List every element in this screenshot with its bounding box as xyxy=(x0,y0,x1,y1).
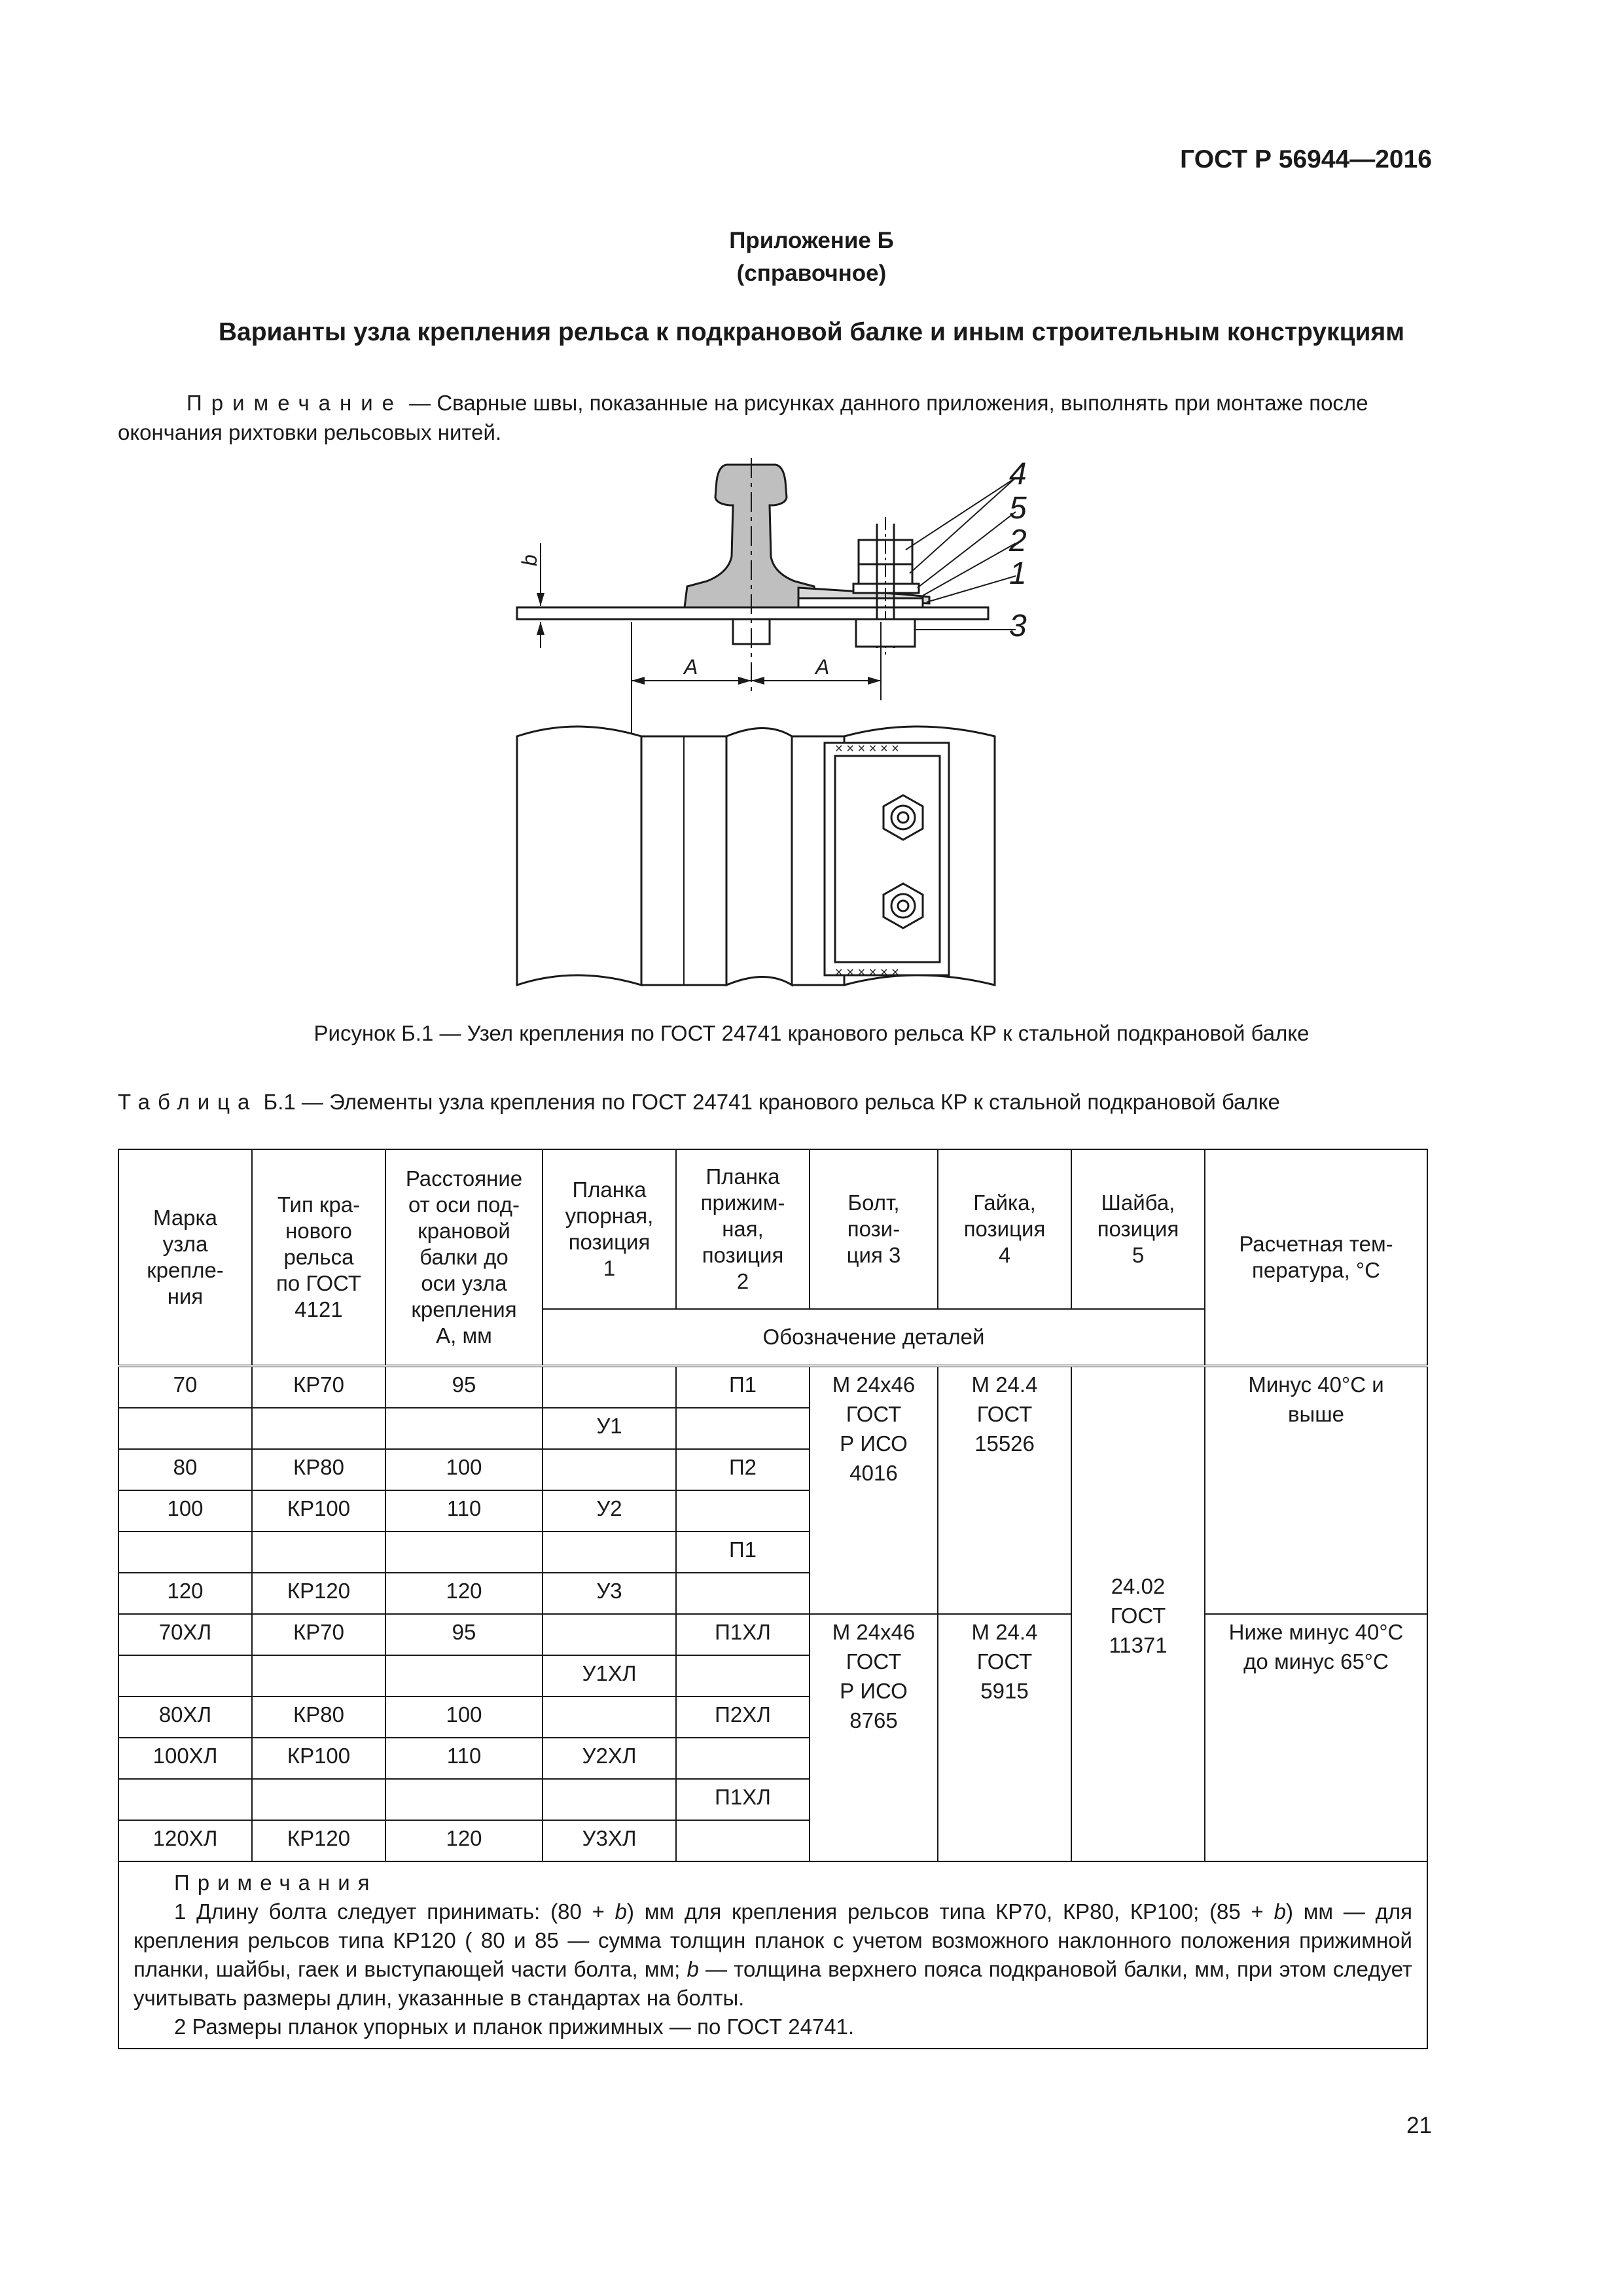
cell-temp-group-b: Ниже минус 40°С до минус 65°С xyxy=(1205,1614,1427,1861)
cell-stop: У1 xyxy=(543,1408,676,1449)
label-pos-2: 2 xyxy=(1009,524,1027,558)
cell-stop xyxy=(543,1532,676,1573)
cell-mark xyxy=(118,1408,252,1449)
dim-b-arrow-top xyxy=(537,593,544,606)
table-row xyxy=(118,1614,1427,1655)
leader-4a xyxy=(906,478,1016,550)
leader-5 xyxy=(918,512,1016,588)
cell-stop: У3ХЛ xyxy=(543,1820,676,1861)
stop-plate xyxy=(798,598,923,607)
cell-stop: У2 xyxy=(543,1490,676,1532)
table-notes xyxy=(118,1861,1427,2049)
cell-dist: 120 xyxy=(385,1573,543,1614)
label-pos-5: 5 xyxy=(1009,491,1027,526)
page-number: 21 xyxy=(1406,2113,1432,2138)
cell-mark: 70 xyxy=(118,1366,252,1408)
dim-a-arrow-4 xyxy=(868,677,881,685)
top-note-text: — Сварные швы, показанные на рисунках данного приложения, выполнять при монтаже после окончания рихтовки рельсовых нитей. xyxy=(118,391,1368,444)
weld-bottom: × × × × × × xyxy=(835,965,899,980)
cell-rail: КР120 xyxy=(252,1820,385,1861)
cell-clamp xyxy=(676,1738,810,1779)
cell-mark: 70ХЛ xyxy=(118,1614,252,1655)
plate-plan-inner xyxy=(835,756,940,962)
bolt-head xyxy=(856,619,915,647)
cell-stop: У1ХЛ xyxy=(543,1655,676,1696)
cell-mark: 120 xyxy=(118,1573,252,1614)
header-washer: Шайба, позиция 5 xyxy=(1071,1149,1205,1309)
fastening-elements-table xyxy=(118,1149,1428,2049)
nut-plan-1 xyxy=(883,795,923,840)
dim-a-arrow-1 xyxy=(632,677,645,685)
notes-title: Примечания xyxy=(174,1871,378,1895)
cell-clamp xyxy=(676,1820,810,1861)
cell-stop: У2ХЛ xyxy=(543,1738,676,1779)
label-pos-1: 1 xyxy=(1009,556,1027,591)
beam-plan xyxy=(517,726,641,985)
label-dim-b: b xyxy=(518,554,541,566)
header-distance: Расстояние от оси под- крановой балки до оси узла крепления А, мм xyxy=(385,1149,543,1366)
cell-mark: 100 xyxy=(118,1490,252,1532)
top-note-label: Примечание xyxy=(187,391,404,415)
note-1-part: ) мм для крепления рельсов типа КР70, КР80, КР100; (85 + xyxy=(626,1899,1274,1924)
cell-dist xyxy=(385,1408,543,1449)
cell-rail xyxy=(252,1655,385,1696)
note-1-var: b xyxy=(615,1899,627,1924)
cell-stop: У3 xyxy=(543,1573,676,1614)
leader-4b xyxy=(910,478,1016,573)
header-clamp-plate: Планка прижим- ная, позиция 2 xyxy=(676,1149,810,1309)
cell-dist: 100 xyxy=(385,1449,543,1490)
note-1-part: 1 Длину болта следует принимать: (80 + xyxy=(174,1899,615,1924)
cell-clamp xyxy=(676,1490,810,1532)
cell-nut-group-a: М 24.4 ГОСТ 15526 xyxy=(938,1366,1071,1614)
cell-washer: 24.02 ГОСТ 11371 xyxy=(1071,1366,1205,1861)
cell-nut-group-b: М 24.4 ГОСТ 5915 xyxy=(938,1614,1071,1861)
cell-bolt-group-b: М 24х46 ГОСТ Р ИСО 8765 xyxy=(810,1614,938,1861)
cell-mark: 80ХЛ xyxy=(118,1696,252,1738)
cell-mark xyxy=(118,1655,252,1696)
table-row xyxy=(118,1366,1427,1408)
cell-dist: 110 xyxy=(385,1490,543,1532)
note-1-part: ) мм — для крепления рельсов типа КР120 ( 80 и 85 — сумма толщин планок с учетом возможного наклонного положения прижимной планки, шайбы, гаек и выступающей части болта, мм; xyxy=(134,1899,1412,1981)
cell-rail: КР70 xyxy=(252,1366,385,1408)
dim-b-arrow-bottom xyxy=(537,622,544,635)
header-bolt: Болт, пози- ция 3 xyxy=(810,1149,938,1309)
header-nut: Гайка, позиция 4 xyxy=(938,1149,1071,1309)
header-rail-type: Тип кра- нового рельса по ГОСТ 4121 xyxy=(252,1149,385,1366)
label-dim-a-right: A xyxy=(815,655,830,679)
label-pos-3: 3 xyxy=(1009,609,1027,643)
figure-caption: Рисунок Б.1 — Узел крепления по ГОСТ 24741 кранового рельса КР к стальной подкрановой балке xyxy=(313,1021,1310,1045)
table-caption xyxy=(118,1090,1280,1115)
cell-rail: КР100 xyxy=(252,1490,385,1532)
cell-rail xyxy=(252,1408,385,1449)
label-pos-4: 4 xyxy=(1009,458,1027,492)
cell-clamp: П1 xyxy=(676,1366,810,1408)
cell-stop xyxy=(543,1366,676,1408)
cell-stop xyxy=(543,1696,676,1738)
cell-stop xyxy=(543,1449,676,1490)
cell-dist xyxy=(385,1779,543,1820)
cell-rail: КР80 xyxy=(252,1449,385,1490)
cell-rail xyxy=(252,1779,385,1820)
cell-clamp: П1ХЛ xyxy=(676,1779,810,1820)
cell-rail: КР120 xyxy=(252,1573,385,1614)
cell-dist xyxy=(385,1655,543,1696)
cell-clamp: П2 xyxy=(676,1449,810,1490)
cell-dist: 120 xyxy=(385,1820,543,1861)
table-notes-row xyxy=(118,1861,1427,2049)
cell-clamp xyxy=(676,1408,810,1449)
cell-rail: КР80 xyxy=(252,1696,385,1738)
table-caption-text: Б.1 — Элементы узла крепления по ГОСТ 24741 кранового рельса КР к стальной подкрановой балке xyxy=(257,1090,1280,1114)
section-heading: Варианты узла крепления рельса к подкрановой балке и иным строительным конструкциям xyxy=(218,318,1405,346)
note-1-var: b xyxy=(687,1957,699,1981)
annex-type: (справочное) xyxy=(736,260,887,286)
cell-clamp xyxy=(676,1655,810,1696)
cell-stop xyxy=(543,1614,676,1655)
dim-a-arrow-2 xyxy=(738,677,751,685)
header-temperature: Расчетная тем- пература, °С xyxy=(1205,1149,1427,1366)
cell-clamp: П1ХЛ xyxy=(676,1614,810,1655)
weld-top: × × × × × × xyxy=(835,742,899,756)
cell-rail: КР100 xyxy=(252,1738,385,1779)
leader-2 xyxy=(923,543,1016,596)
header-mark: Марка узла крепле- ния xyxy=(118,1149,252,1366)
rail-plan xyxy=(726,728,792,986)
figure-rail-fastening xyxy=(510,458,1099,1001)
header-stop-plate: Планка упорная, позиция 1 xyxy=(543,1149,676,1309)
document-code: ГОСТ Р 56944—2016 xyxy=(1180,145,1432,173)
cell-mark xyxy=(118,1779,252,1820)
cell-mark: 120ХЛ xyxy=(118,1820,252,1861)
note-2: 2 Размеры планок упорных и планок прижимных — по ГОСТ 24741. xyxy=(174,2015,855,2039)
header-parts-designation: Обозначение деталей xyxy=(543,1309,1205,1366)
cell-dist: 110 xyxy=(385,1738,543,1779)
cell-clamp xyxy=(676,1573,810,1614)
label-dim-a-left: A xyxy=(684,655,698,679)
leader-1 xyxy=(927,576,1016,602)
cell-dist: 95 xyxy=(385,1614,543,1655)
cell-mark: 100ХЛ xyxy=(118,1738,252,1779)
cell-rail xyxy=(252,1532,385,1573)
cell-dist xyxy=(385,1532,543,1573)
nut-plan-2 xyxy=(883,884,923,928)
dim-a-arrow-3 xyxy=(751,677,764,685)
table-caption-label: Таблица xyxy=(118,1090,258,1114)
annex-title: Приложение Б xyxy=(729,228,894,253)
cell-rail: КР70 xyxy=(252,1614,385,1655)
note-1-part: — толщина верхнего пояса подкрановой балки, мм, при этом следует учитывать размеры длин, указанные в стандартах на болты. xyxy=(134,1957,1412,2010)
note-1-var: b xyxy=(1274,1899,1286,1924)
cell-dist: 100 xyxy=(385,1696,543,1738)
cell-temp-group-a: Минус 40°С и выше xyxy=(1205,1366,1427,1614)
cell-stop xyxy=(543,1779,676,1820)
cell-clamp: П1 xyxy=(676,1532,810,1573)
cell-bolt-group-a: М 24х46 ГОСТ Р ИСО 4016 xyxy=(810,1366,938,1614)
cell-clamp: П2ХЛ xyxy=(676,1696,810,1738)
cell-mark xyxy=(118,1532,252,1573)
top-note xyxy=(118,388,1445,447)
note-1 xyxy=(134,1897,1412,2013)
cell-mark: 80 xyxy=(118,1449,252,1490)
cell-dist: 95 xyxy=(385,1366,543,1408)
beam-flange xyxy=(517,607,988,619)
